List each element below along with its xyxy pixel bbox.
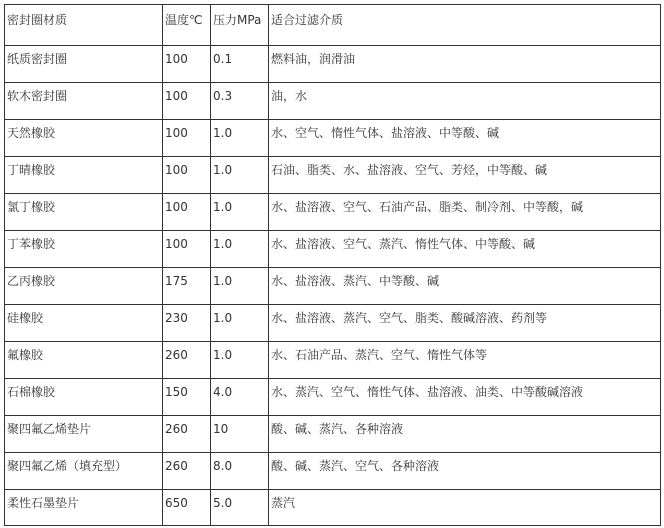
table-row: [5, 490, 661, 526]
temperature-cell: 260: [163, 453, 211, 490]
medium-cell: 酸、碱、蒸汽、空气、各种溶液: [269, 453, 661, 490]
medium-cell: 水、石油产品、蒸汽、空气、惰性气体等: [269, 342, 661, 379]
temperature-cell: 100: [163, 194, 211, 231]
pressure-cell: 5.0: [211, 490, 269, 526]
material-cell: 氯丁橡胶: [5, 194, 163, 231]
temperature-cell: 230: [163, 305, 211, 342]
material-cell: 乙丙橡胶: [5, 268, 163, 305]
material-cell: 纸质密封圈: [5, 46, 163, 83]
medium-cell: 石油、脂类、水、盐溶液、空气、芳烃，中等酸、碱: [269, 157, 661, 194]
temperature-cell: 100: [163, 231, 211, 268]
temperature-cell: 100: [163, 120, 211, 157]
pressure-cell: 1.0: [211, 231, 269, 268]
temperature-cell: 260: [163, 342, 211, 379]
material-cell: 氟橡胶: [5, 342, 163, 379]
pressure-cell: 0.3: [211, 83, 269, 120]
pressure-cell: 0.1: [211, 46, 269, 83]
table-row: [5, 305, 661, 342]
pressure-cell: 1.0: [211, 268, 269, 305]
header-pressure: 压力MPa: [211, 5, 269, 46]
table-row: [5, 46, 661, 83]
table-row: [5, 379, 661, 416]
medium-cell: 水、盐溶液、空气、蒸汽、惰性气体、中等酸、碱: [269, 231, 661, 268]
temperature-cell: 100: [163, 157, 211, 194]
pressure-cell: 8.0: [211, 453, 269, 490]
temperature-cell: 260: [163, 416, 211, 453]
table-row: [5, 268, 661, 305]
pressure-cell: 1.0: [211, 194, 269, 231]
medium-cell: 油，水: [269, 83, 661, 120]
header-temperature: 温度℃: [163, 5, 211, 46]
material-cell: 丁苯橡胶: [5, 231, 163, 268]
table-row: [5, 231, 661, 268]
material-cell: 聚四氟乙烯（填充型）: [5, 453, 163, 490]
material-cell: 丁晴橡胶: [5, 157, 163, 194]
material-cell: 软木密封圈: [5, 83, 163, 120]
pressure-cell: 1.0: [211, 305, 269, 342]
header-material: 密封圈材质: [5, 5, 163, 46]
medium-cell: 水、蒸汽、空气、惰性气体、盐溶液、油类、中等酸碱溶液: [269, 379, 661, 416]
pressure-cell: 1.0: [211, 342, 269, 379]
table-row: [5, 416, 661, 453]
material-cell: 聚四氟乙烯垫片: [5, 416, 163, 453]
temperature-cell: 100: [163, 46, 211, 83]
medium-cell: 水、空气、惰性气体、盐溶液、中等酸、碱: [269, 120, 661, 157]
pressure-cell: 10: [211, 416, 269, 453]
medium-cell: 水、盐溶液、蒸汽、中等酸、碱: [269, 268, 661, 305]
medium-cell: 蒸汽: [269, 490, 661, 526]
material-cell: 天然橡胶: [5, 120, 163, 157]
material-cell: 硅橡胶: [5, 305, 163, 342]
table-row: [5, 120, 661, 157]
temperature-cell: 150: [163, 379, 211, 416]
table-row: [5, 453, 661, 490]
medium-cell: 水、盐溶液、蒸汽、空气、脂类、酸碱溶液、药剂等: [269, 305, 661, 342]
temperature-cell: 175: [163, 268, 211, 305]
seal-material-table: [4, 4, 661, 526]
table-row: [5, 83, 661, 120]
table-header-row: [5, 5, 661, 46]
table-row: [5, 194, 661, 231]
pressure-cell: 4.0: [211, 379, 269, 416]
table-row: [5, 157, 661, 194]
medium-cell: 酸、碱、蒸汽、各种溶液: [269, 416, 661, 453]
table-row: [5, 342, 661, 379]
medium-cell: 燃料油，润滑油: [269, 46, 661, 83]
temperature-cell: 100: [163, 83, 211, 120]
pressure-cell: 1.0: [211, 120, 269, 157]
medium-cell: 水、盐溶液、空气、石油产品、脂类、制冷剂、中等酸，碱: [269, 194, 661, 231]
pressure-cell: 1.0: [211, 157, 269, 194]
material-cell: 柔性石墨垫片: [5, 490, 163, 526]
header-medium: 适合过滤介质: [269, 5, 661, 46]
material-cell: 石棉橡胶: [5, 379, 163, 416]
temperature-cell: 650: [163, 490, 211, 526]
